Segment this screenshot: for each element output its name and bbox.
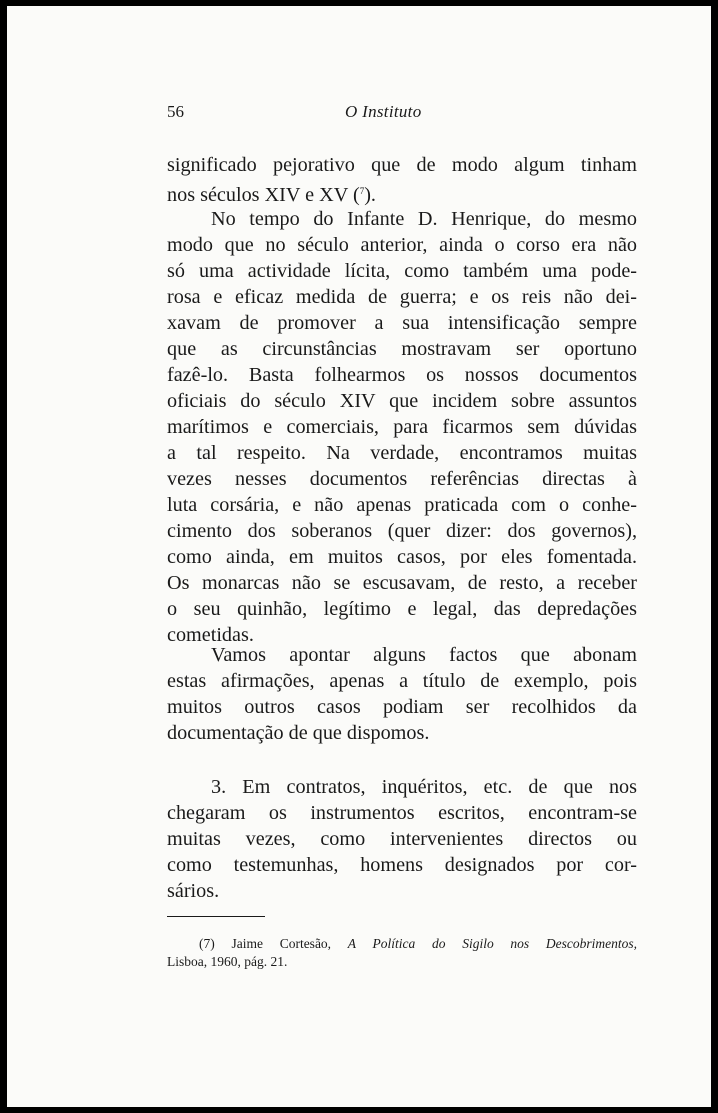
footnote-reference: 7 [359, 186, 365, 196]
body-line: muitas vezes, como intervenientes directos ou [167, 828, 637, 850]
body-text: nos séculos XIV e XV ( [167, 184, 360, 206]
body-line: significado pejorativo que de modo algum tinham [167, 154, 637, 176]
body-line: rosa e eficaz medida de guerra; e os reis não dei- [167, 286, 637, 308]
body-line: sários. [167, 880, 220, 902]
body-line: modo que no século anterior, ainda o corso era não [167, 234, 637, 256]
body-line: marítimos e comerciais, para ficarmos sem dúvidas [167, 416, 637, 438]
footnote-divider [167, 916, 265, 917]
body-line: estas afirmações, apenas a título de exemplo, pois [167, 670, 637, 692]
page [7, 6, 711, 1107]
body-line: a tal respeito. Na verdade, encontramos muitas [167, 442, 637, 464]
body-line: fazê-lo. Basta folhearmos os nossos documentos [167, 364, 637, 386]
body-line: 3. Em contratos, inquéritos, etc. de que nos [211, 776, 637, 798]
body-line: luta corsária, e não apenas praticada com o conhe- [167, 494, 637, 516]
body-line: que as circunstâncias mostravam ser oportuno [167, 338, 637, 360]
body-line: como ainda, em muitos casos, por eles fomentada. [167, 546, 637, 568]
running-title: O Instituto [345, 102, 422, 121]
body-line: cometidas. [167, 624, 254, 646]
body-line: oficiais do século XIV que incidem sobre assuntos [167, 390, 637, 412]
footnote-author: Jaime Cortesão, [231, 936, 332, 951]
body-line: o seu quinhão, legítimo e legal, das depredações [167, 598, 637, 620]
footnote-mark: (7) [199, 936, 215, 951]
body-line: chegaram os instrumentos escritos, encontram-se [167, 802, 637, 824]
footnote-title: A Política do Sigilo nos Descobrimentos, [347, 936, 638, 951]
page-number: 56 [167, 102, 184, 121]
body-line: No tempo do Infante D. Henrique, do mesmo [211, 208, 637, 230]
body-line: Vamos apontar alguns factos que abonam [211, 644, 637, 666]
body-line: como testemunhas, homens designados por cor- [167, 854, 637, 876]
body-line: Os monarcas não se escusavam, de resto, a receber [167, 572, 637, 594]
body-line: vezes nesses documentos referências directas à [167, 468, 637, 490]
body-line: só uma actividade lícita, como também uma pode- [167, 260, 637, 282]
footnote-line: Lisboa, 1960, pág. 21. [167, 954, 288, 969]
body-line [167, 178, 637, 204]
footnote-line [199, 934, 637, 954]
body-line: xavam de promover a sua intensificação sempre [167, 312, 637, 334]
page-header [167, 102, 637, 126]
body-line: cimento dos soberanos (quer dizer: dos governos), [167, 520, 637, 542]
body-text: ). [364, 184, 376, 206]
body-line: documentação de que dispomos. [167, 722, 430, 744]
body-line: muitos outros casos podiam ser recolhidos da [167, 696, 637, 718]
